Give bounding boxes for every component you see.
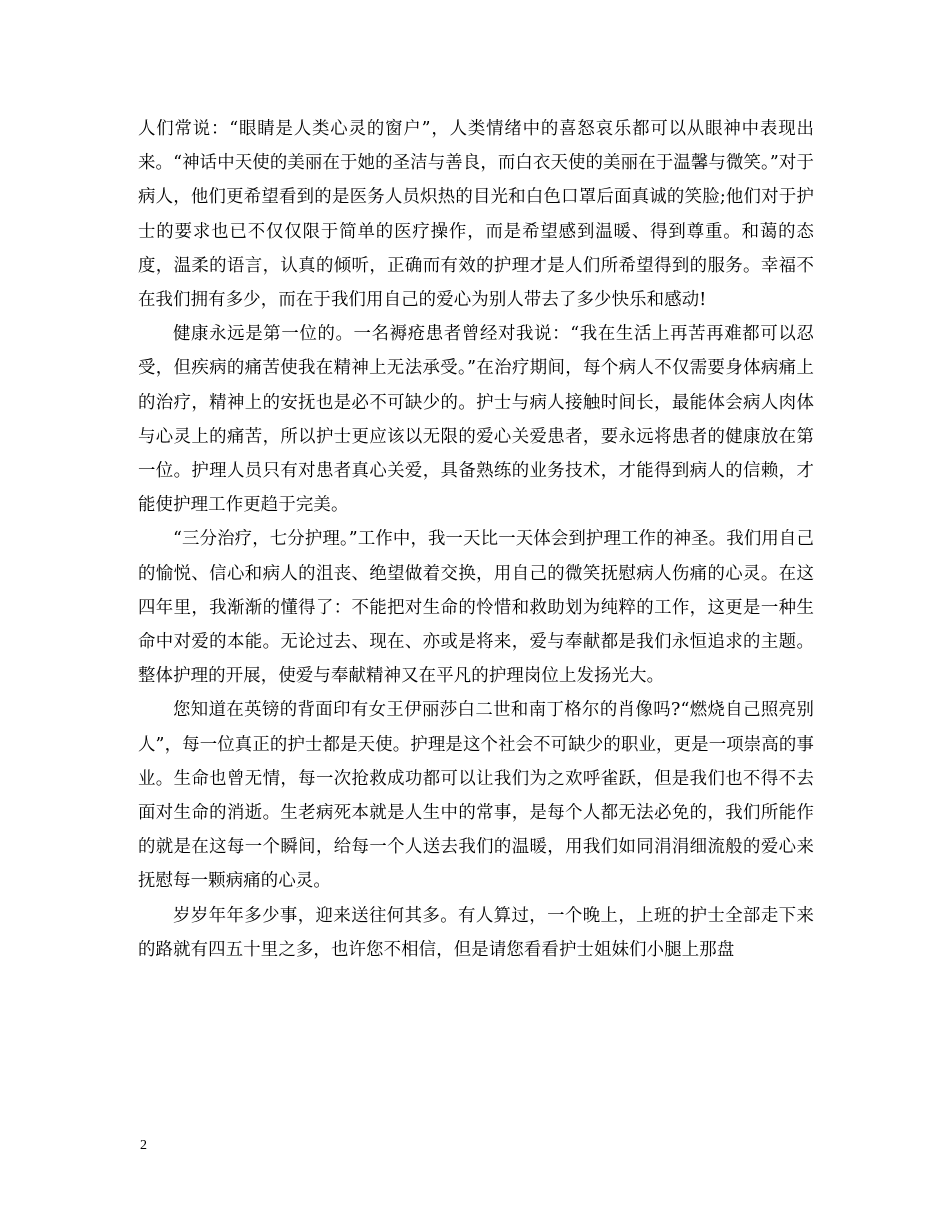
paragraph-5: 岁岁年年多少事，迎来送往何其多。有人算过，一个晚上，上班的护士全部走下来的路就有四五十里之多，也许您不相信，但是请您看看护士姐妹们小腿上那盘 <box>138 905 814 960</box>
paragraph-2: 健康永远是第一位的。一名褥疮患者曾经对我说：“我在生活上再苦再难都可以忍受，但疾病的痛苦使我在精神上无法承受。”在治疗期间，每个病人不仅需要身体病痛上的治疗，精神上的安抚也是必不可缺少的。护士与病人接触时间长，最能体会病人肉体与心灵上的痛苦，所以护士更应该以无限的爱心关爱患者，要永远将患者的健康放在第一位。护理人员只有对患者真心关爱，具备熟练的业务技术，才能得到病人的信赖，才能使护理工作更趋于完美。 <box>138 324 814 516</box>
paragraph-1: 人们常说：“眼睛是人类心灵的窗户”，人类情绪中的喜怒哀乐都可以从眼神中表现出来。“神话中天使的美丽在于她的圣洁与善良，而白衣天使的美丽在于温馨与微笑。”对于病人，他们更希望看到的是医务人员炽热的目光和白色口罩后面真诚的笑脸;他们对于护士的要求也已不仅仅限于简单的医疗操作，而是希望感到温暖、得到尊重。和蔼的态度，温柔的语言，认真的倾听，正确而有效的护理才是人们所希望得到的服务。幸福不在我们拥有多少，而在于我们用自己的爱心为别人带去了多少快乐和感动! <box>138 119 814 311</box>
page-number: 2 <box>140 1138 147 1153</box>
paragraph-3: “三分治疗，七分护理。”工作中，我一天比一天体会到护理工作的神圣。我们用自己的愉悦、信心和病人的沮丧、绝望做着交换，用自己的微笑抚慰病人伤痛的心灵。在这四年里，我渐渐的懂得了：不能把对生命的怜惜和救助划为纯粹的工作，这更是一种生命中对爱的本能。无论过去、现在、亦或是将来，爱与奉献都是我们永恒追求的主题。整体护理的开展，使爱与奉献精神又在平凡的护理岗位上发扬光大。 <box>138 529 814 687</box>
body-text <box>138 112 814 967</box>
paragraph-4: 您知道在英镑的背面印有女王伊丽莎白二世和南丁格尔的肖像吗?“燃烧自己照亮别人”，每一位真正的护士都是天使。护理是这个社会不可缺少的职业，更是一项崇高的事业。生命也曾无情，每一次抢救成功都可以让我们为之欢呼雀跃，但是我们也不得不去面对生命的消逝。生老病死本就是人生中的常事，是每个人都无法必免的，我们所能作的就是在这每一个瞬间，给每一个人送去我们的温暖，用我们如同涓涓细流般的爱心来抚慰每一颗病痛的心灵。 <box>138 700 814 892</box>
